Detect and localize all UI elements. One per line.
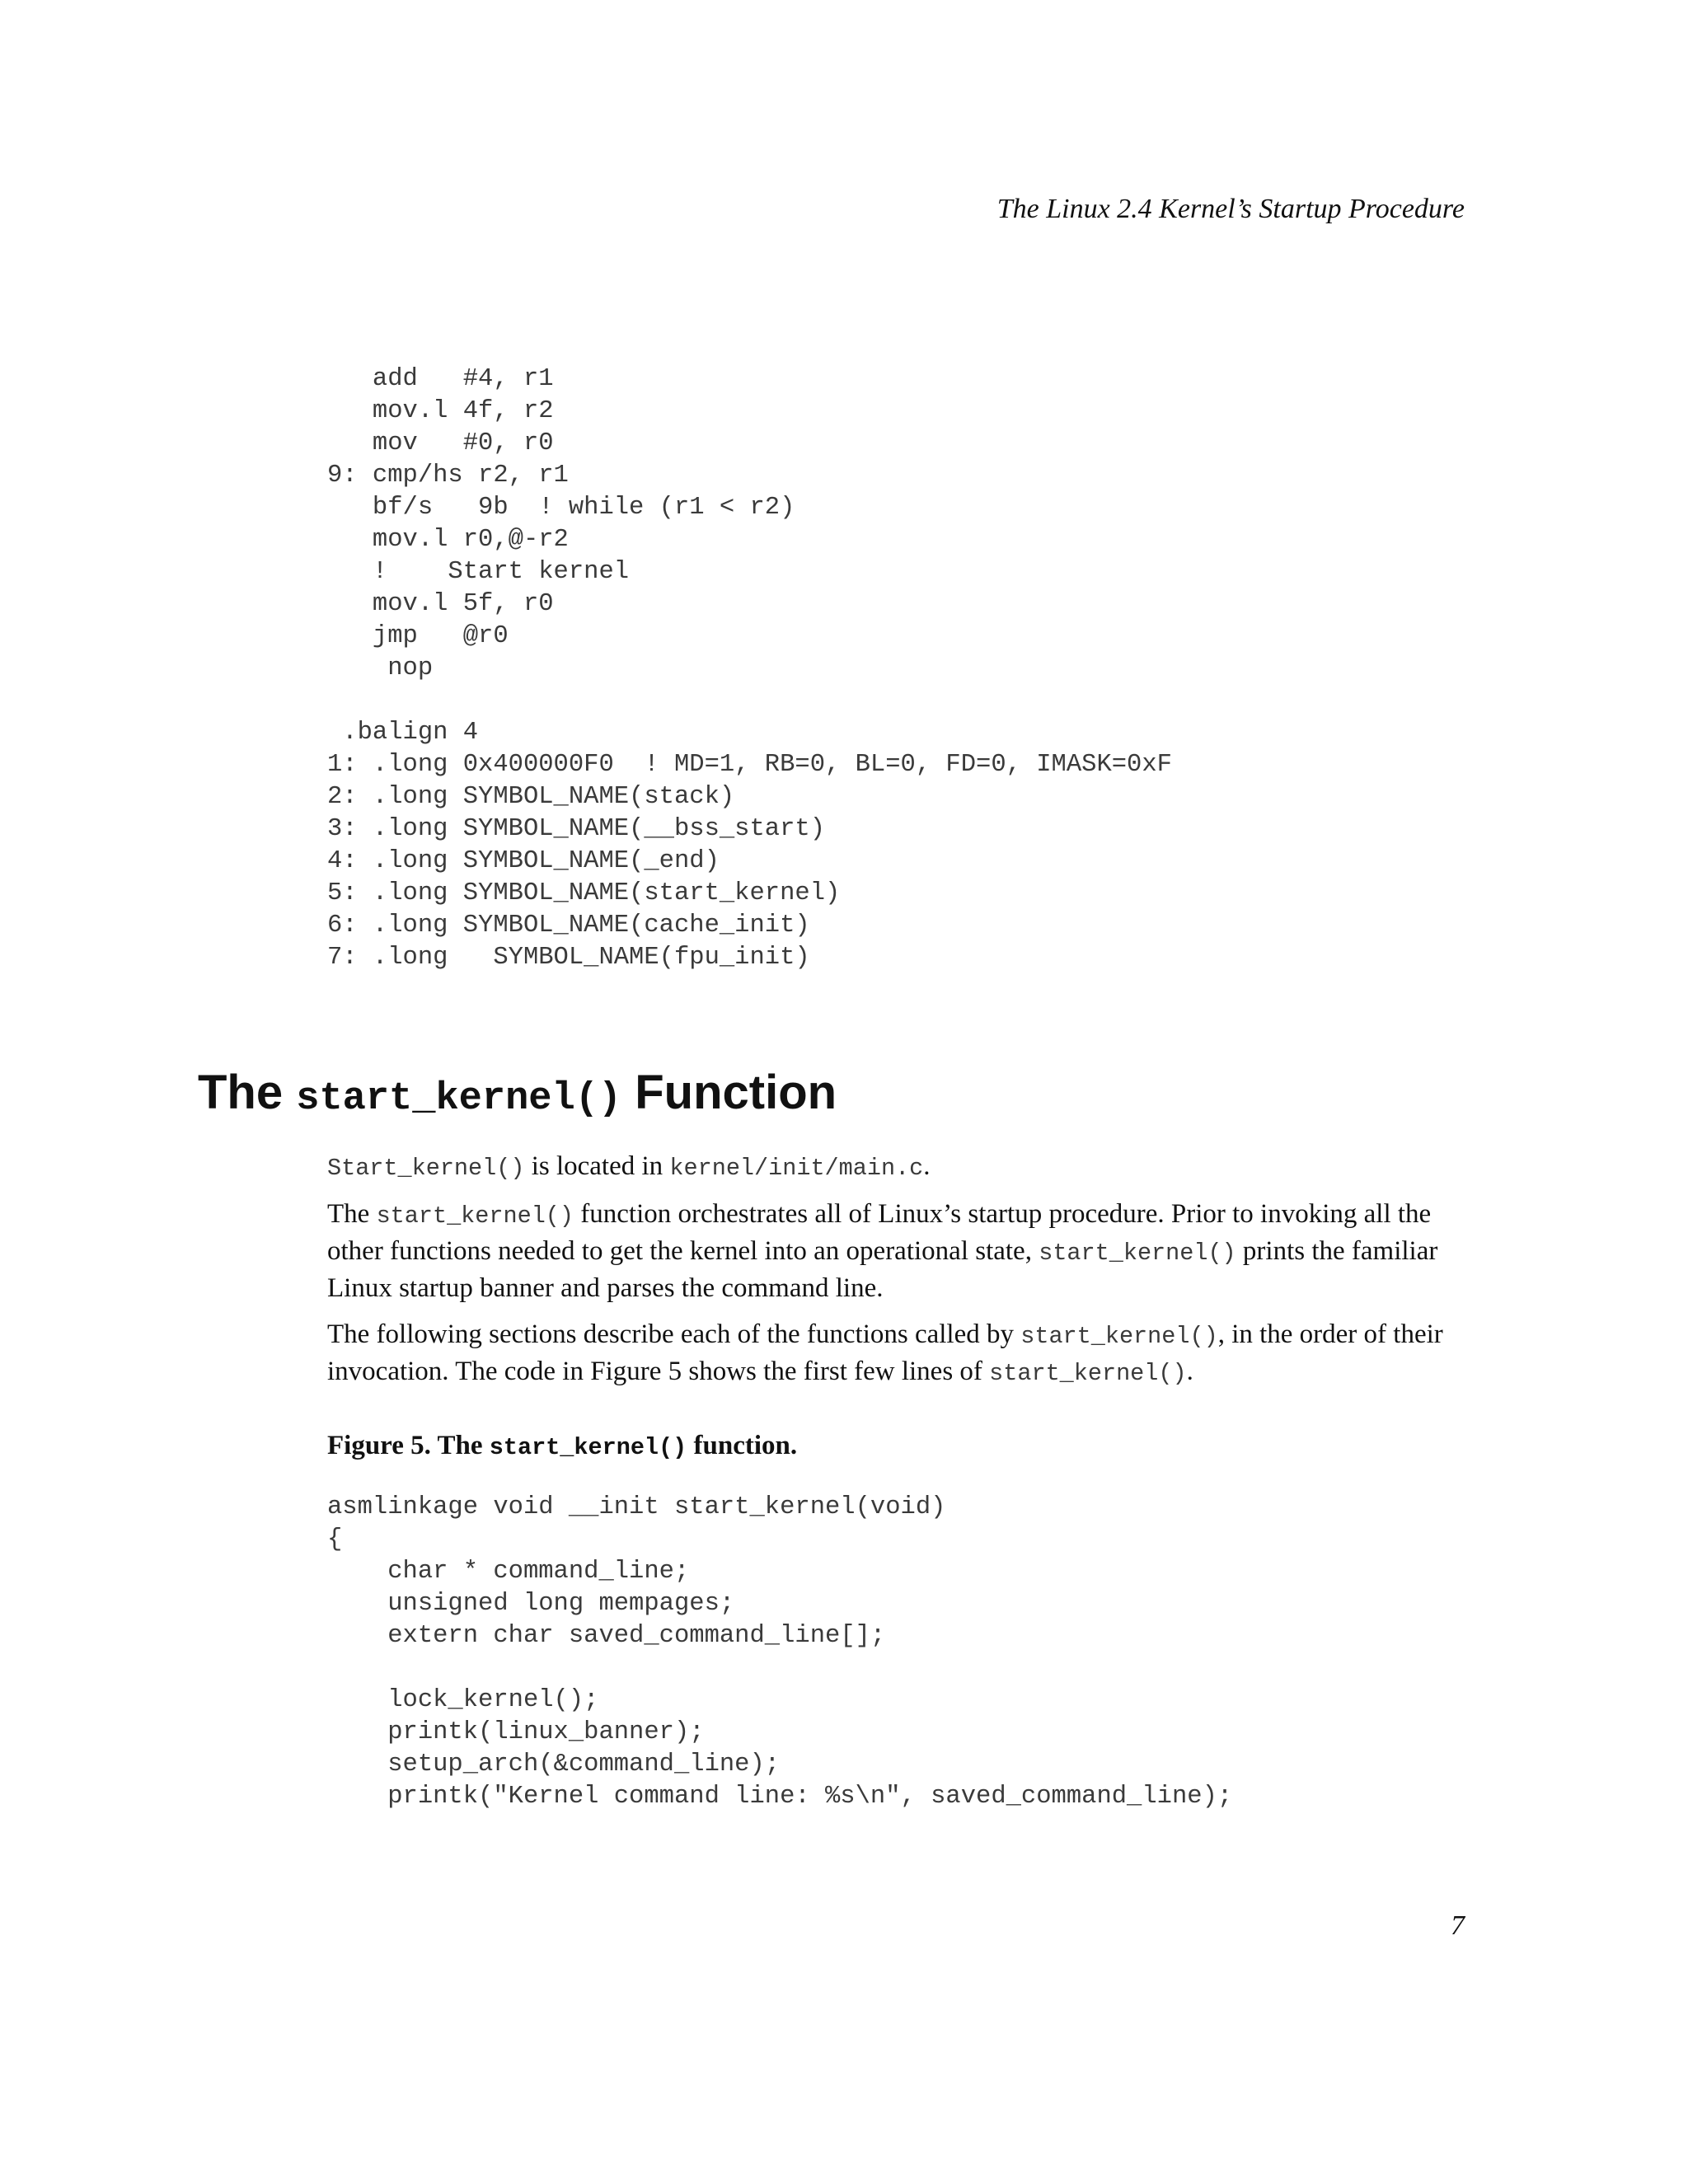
paragraph-text: .: [1186, 1357, 1193, 1386]
paragraph-text: is located in: [524, 1151, 670, 1181]
c-code-listing: asmlinkage void __init start_kernel(void) { char * command_line; unsigned long mempages; extern char saved_command_line[]; lock_kernel(); printk(linux_banner); setup_arch(&command_line); printk("Kernel command line: %s\n", saved_command_line);: [327, 1493, 1233, 1811]
paragraph-text: The: [327, 1199, 377, 1229]
inline-code: start_kernel(): [1020, 1323, 1218, 1350]
caption-text: function.: [687, 1431, 798, 1460]
paragraph-text: .: [923, 1151, 931, 1181]
paragraph-text: , in the order of their invocation. The code in Figure 5 shows the first few lines of: [327, 1319, 1443, 1386]
inline-code: start_kernel(): [989, 1360, 1187, 1387]
inline-code: start_kernel(): [376, 1202, 574, 1230]
caption-text: Figure 5. The: [327, 1431, 490, 1460]
location-paragraph: [327, 1149, 1481, 1186]
caption-code: start_kernel(): [489, 1434, 687, 1461]
following-paragraph: [327, 1317, 1481, 1391]
inline-code: start_kernel(): [1039, 1240, 1236, 1267]
orchestrates-paragraph: [327, 1197, 1481, 1306]
assembly-code-listing: add #4, r1 mov.l 4f, r2 mov #0, r0 9: cmp/hs r2, r1 bf/s 9b ! while (r1 < r2) mov.l r0,@-r2 ! Start kernel mov.l 5f, r0 jmp @r0 nop .balign 4 1: .long 0x400000F0 ! MD=1, RB=0, BL=0, FD=0, IMASK=0xF 2: .long SYMBOL_NAME(stack) 3: .long SYMBOL_NAME(__bss_start) 4: .long SYMBOL_NAME(_end) 5: .long SYMBOL_NAME(start_kernel) 6: .long SYMBOL_NAME(cache_init) 7: .long SYMBOL_NAME(fpu_init): [327, 365, 1172, 972]
paragraph-text: function orchestrates all of Linux’s startup procedure. Prior to invoking all the other functions needed to get the kernel into an operational state,: [327, 1199, 1432, 1266]
paragraph-text: The following sections describe each of the functions called by: [327, 1319, 1021, 1349]
inline-code-path: kernel/init/main.c: [669, 1155, 924, 1182]
page-number: 7: [1451, 1910, 1465, 1941]
inline-code: Start_kernel(): [327, 1155, 525, 1182]
paragraph-text: prints the familiar Linux startup banner and parses the command line.: [327, 1236, 1438, 1303]
figure-caption: [327, 1428, 797, 1465]
running-header: The Linux 2.4 Kernel’s Startup Procedure: [996, 194, 1465, 224]
section-heading: [198, 1060, 837, 1132]
heading-prefix: The: [198, 1066, 297, 1119]
heading-function-name: start_kernel(): [296, 1077, 622, 1121]
heading-suffix: Function: [621, 1066, 837, 1119]
